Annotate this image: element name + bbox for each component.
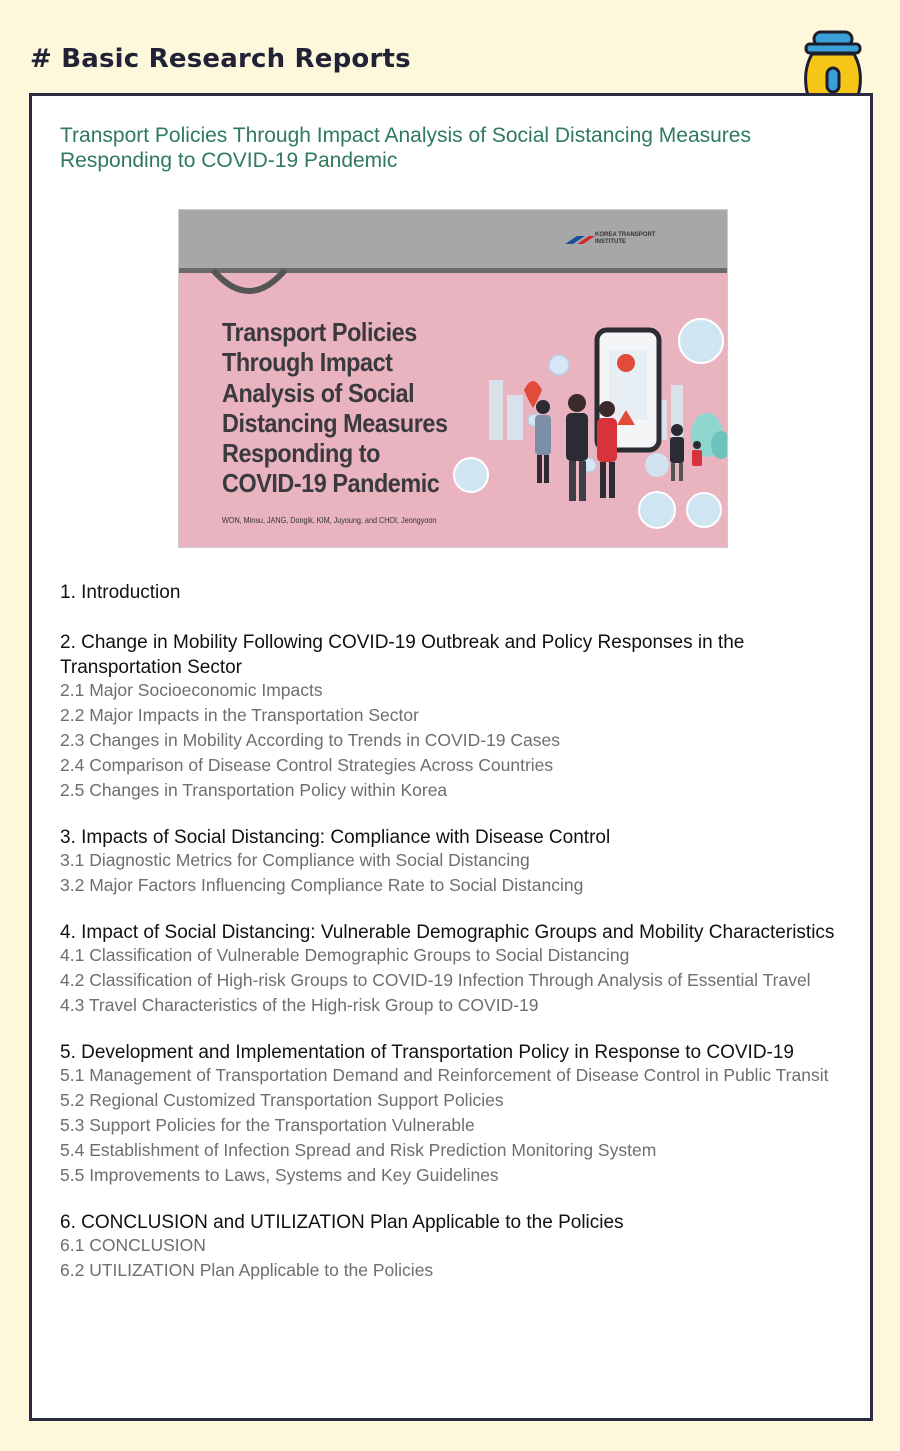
toc-subsection: 3.1 Diagnostic Metrics for Compliance with Social Distancing (60, 850, 530, 870)
cover-title: Transport Policies Through Impact Analysis of Social Distancing Measures Responding to COVID-19 Pandemic (222, 317, 448, 499)
toc-subsection: 2.4 Comparison of Disease Control Strategies Across Countries (60, 755, 554, 775)
toc-subsection: 4.3 Travel Characteristics of the High-risk Group to COVID-19 (60, 995, 539, 1015)
report-title: Transport Policies Through Impact Analysis of Social Distancing Measures Responding to COVID-19 Pandemic (60, 124, 751, 172)
toc-heading: 3. Impacts of Social Distancing: Compliance with Disease Control (60, 827, 611, 848)
toc-subsection: 5.1 Management of Transportation Demand and Reinforcement of Disease Control in Public Transit (60, 1065, 829, 1085)
toc-section (60, 580, 860, 605)
report-card (29, 93, 873, 1421)
toc-subsection: 2.1 Major Socioeconomic Impacts (60, 680, 323, 700)
toc-subsection: 2.5 Changes in Transportation Policy within Korea (60, 780, 448, 800)
toc-subsection: 6.1 CONCLUSION (60, 1235, 206, 1255)
page-title: # Basic Research Reports (30, 44, 411, 74)
cover-authors: WON, Minsu, JANG, Dongik, KIM, Juyoung, and CHOI, Jeongyoon (222, 515, 437, 525)
toc-section (60, 1040, 860, 1185)
toc-subsection: 5.3 Support Policies for the Transportation Vulnerable (60, 1115, 475, 1135)
toc-subsection: 5.4 Establishment of Infection Spread and Risk Prediction Monitoring System (60, 1140, 657, 1160)
toc-heading: 4. Impact of Social Distancing: Vulnerable Demographic Groups and Mobility Characteristics (60, 922, 835, 943)
toc-subsection: 3.2 Major Factors Influencing Compliance Rate to Social Distancing (60, 875, 584, 895)
toc-subsection: 2.2 Major Impacts in the Transportation Sector (60, 705, 419, 725)
toc-heading: 6. CONCLUSION and UTILIZATION Plan Applicable to the Policies (60, 1212, 624, 1233)
toc-section (60, 825, 860, 895)
table-of-contents (60, 580, 860, 1305)
toc-subsection: 6.2 UTILIZATION Plan Applicable to the Policies (60, 1260, 434, 1280)
cover-illustration (449, 305, 727, 547)
toc-subsection: 5.5 Improvements to Laws, Systems and Key Guidelines (60, 1165, 499, 1185)
toc-heading: 5. Development and Implementation of Transportation Policy in Response to COVID-19 (60, 1042, 794, 1063)
toc-heading: 2. Change in Mobility Following COVID-19 Outbreak and Policy Responses in the Transportation Sector (60, 632, 745, 678)
toc-subsection: 2.3 Changes in Mobility According to Trends in COVID-19 Cases (60, 730, 560, 750)
cover-arc-decoration (209, 250, 289, 300)
toc-subsection: 4.2 Classification of High-risk Groups to COVID-19 Infection Through Analysis of Essential Travel (60, 970, 811, 990)
toc-heading: 1. Introduction (60, 582, 181, 603)
toc-section (60, 920, 860, 1015)
report-cover-image (178, 209, 728, 548)
toc-section (60, 1210, 860, 1280)
toc-subsection: 5.2 Regional Customized Transportation Support Policies (60, 1090, 504, 1110)
toc-section (60, 630, 860, 800)
cover-logo-text: KOREA TRANSPORT INSTITUTE (595, 232, 656, 245)
toc-subsection: 4.1 Classification of Vulnerable Demographic Groups to Social Distancing (60, 945, 630, 965)
